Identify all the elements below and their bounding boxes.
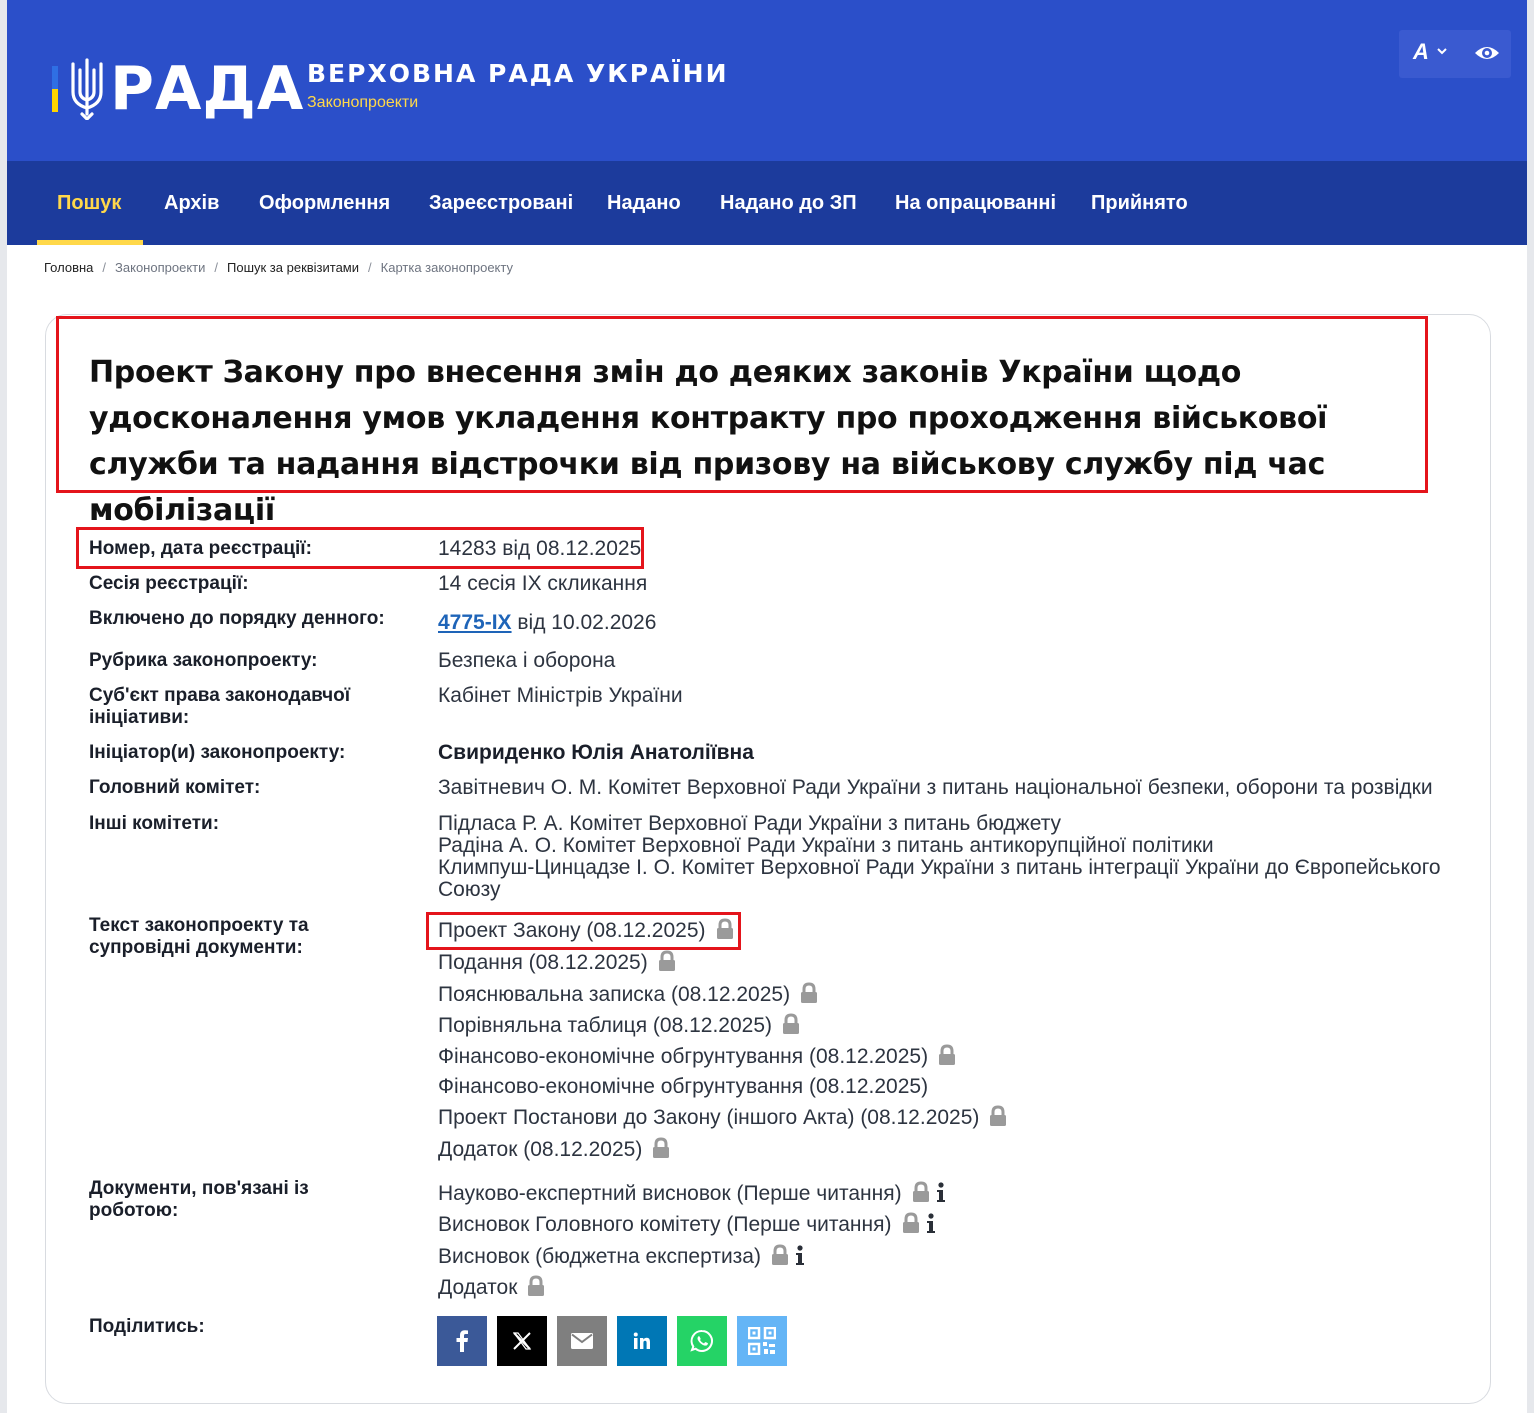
lock-icon: [900, 1212, 922, 1234]
accessibility-tools: [1399, 30, 1511, 78]
page: [7, 0, 1527, 1413]
other-committee-3: Климпуш-Цинцадзе І. О. Комітет Верховної Ради України з питань інтеграції України до Європейського: [438, 856, 1441, 879]
nav-item-registered[interactable]: Зареєстровані: [429, 192, 574, 214]
nav-item-search[interactable]: Пошук: [57, 192, 122, 214]
lock-icon: [650, 1137, 672, 1159]
doc-item-label[interactable]: Проект Постанови до Закону (іншого Акта) (08.12.2025): [438, 1106, 980, 1129]
info-icon[interactable]: [934, 1181, 948, 1203]
agenda-date: від 10.02.2026: [511, 611, 657, 634]
reg-label: Номер, дата реєстрації:: [89, 538, 312, 559]
logo[interactable]: [52, 54, 305, 124]
breadcrumb-home[interactable]: Головна: [44, 260, 94, 275]
breadcrumb-search[interactable]: Пошук за реквізитами: [227, 260, 360, 275]
main-committee-value: Завітневич О. М. Комітет Верховної Ради України з питань національної безпеки, оборони та розвідки: [438, 776, 1433, 799]
x-icon: [512, 1331, 532, 1351]
reg-value: 14283 від 08.12.2025: [438, 537, 642, 560]
qr-share-button[interactable]: [737, 1316, 787, 1366]
doc-item-label[interactable]: Фінансово-економічне обгрунтування (08.12.2025): [438, 1075, 929, 1098]
linkedin-share-button[interactable]: [617, 1316, 667, 1366]
initiator-label: Ініціатор(и) законопроекту:: [89, 742, 346, 763]
main-committee-label: Головний комітет:: [89, 777, 261, 798]
doc-item-label[interactable]: Фінансово-економічне обгрунтування (08.12.2025): [438, 1045, 929, 1068]
other-committee-1: Підласа Р. А. Комітет Верховної Ради України з питань бюджету: [438, 812, 1062, 835]
nav-item-archive[interactable]: Архів: [164, 192, 220, 214]
doc-item[interactable]: [438, 1044, 958, 1068]
x-share-button[interactable]: [497, 1316, 547, 1366]
doc-item[interactable]: [438, 1076, 928, 1098]
lock-icon: [936, 1044, 958, 1066]
nav-item-drafting[interactable]: Оформлення: [259, 192, 391, 214]
chevron-down-icon[interactable]: [1437, 46, 1447, 56]
nav-item-submitted-zp[interactable]: Надано до ЗП: [720, 192, 857, 214]
lock-icon: [910, 1181, 932, 1203]
qr-code-icon: [748, 1327, 776, 1355]
breadcrumb-current: Картка законопроекту: [380, 260, 513, 275]
breadcrumb-bills[interactable]: Законопроекти: [115, 260, 206, 275]
lock-icon: [525, 1275, 547, 1297]
related-item-label[interactable]: Висновок (бюджетна експертиза): [438, 1245, 761, 1268]
doc-item[interactable]: [438, 950, 678, 974]
site-title-main[interactable]: ВЕРХОВНА РАДА УКРАЇНИ: [307, 59, 729, 88]
doc-item[interactable]: [438, 982, 820, 1006]
doc-item[interactable]: [438, 1105, 1009, 1129]
related-item[interactable]: [438, 1244, 807, 1268]
docs-label: Текст законопроекту та супровідні документи:: [89, 915, 309, 958]
doc-item[interactable]: [438, 1137, 672, 1161]
linkedin-icon: [633, 1332, 651, 1350]
doc-item-label[interactable]: Проект Закону (08.12.2025): [438, 919, 706, 942]
doc-item-label[interactable]: Подання (08.12.2025): [438, 951, 648, 974]
doc-item-label[interactable]: Порівняльна таблиця (08.12.2025): [438, 1014, 773, 1037]
other-committees-label: Інші комітети:: [89, 813, 220, 834]
agenda-label: Включено до порядку денного:: [89, 608, 385, 629]
breadcrumb: Головна / Законопроекти / Пошук за реквізитами / Картка законопроекту: [44, 260, 513, 275]
nav-item-submitted[interactable]: Надано: [607, 192, 681, 214]
info-icon[interactable]: [793, 1244, 807, 1266]
lock-icon: [987, 1105, 1009, 1127]
rubric-label: Рубрика законопроекту:: [89, 650, 318, 671]
whatsapp-icon: [690, 1329, 714, 1353]
lock-icon: [656, 950, 678, 972]
flag-icon: [52, 66, 58, 112]
subject-label: Суб'єкт права законодавчої ініціативи:: [89, 685, 351, 728]
site-subtitle[interactable]: Законопроекти: [307, 93, 419, 111]
initiator-value[interactable]: Свириденко Юлія Анатоліївна: [438, 741, 754, 764]
related-item-label[interactable]: Додаток: [438, 1276, 518, 1299]
doc-item[interactable]: [438, 1013, 802, 1037]
rubric-value: Безпека і оборона: [438, 649, 616, 672]
info-icon[interactable]: [924, 1212, 938, 1234]
other-committee-2: Радіна А. О. Комітет Верховної Ради України з питань антикорупційної політики: [438, 834, 1214, 857]
eye-icon[interactable]: [1474, 42, 1500, 64]
email-icon: [571, 1333, 593, 1349]
related-item[interactable]: [438, 1212, 938, 1236]
doc-item[interactable]: [438, 918, 736, 942]
agenda-link[interactable]: 4775-IX: [438, 611, 512, 634]
related-item[interactable]: [438, 1181, 948, 1205]
agenda-value: [438, 612, 656, 634]
bill-title: Проект Закону про внесення змін до деяких законів України щодо удосконалення умов укладення контракту про проходження військової служби та надання відстрочки від призову на військову службу під час мобілізації: [89, 355, 1328, 528]
session-label: Сесія реєстрації:: [89, 573, 249, 594]
subject-value: Кабінет Міністрів України: [438, 684, 683, 707]
trident-icon: [70, 58, 104, 120]
related-item-label[interactable]: Висновок Головного комітету (Перше читання): [438, 1213, 892, 1236]
site-header: [7, 0, 1527, 161]
nav-active-indicator: [37, 240, 143, 245]
facebook-share-button[interactable]: [437, 1316, 487, 1366]
facebook-icon: [455, 1330, 469, 1352]
other-committee-3-cont: Союзу: [438, 878, 501, 901]
nav-item-in-progress[interactable]: На опрацюванні: [895, 192, 1057, 214]
doc-item-label[interactable]: Пояснювальна записка (08.12.2025): [438, 983, 791, 1006]
related-label: Документи, пов'язані із роботою:: [89, 1178, 309, 1221]
session-value: 14 сесія IX скликання: [438, 572, 648, 595]
logo-word: РАДА: [110, 54, 305, 124]
whatsapp-share-button[interactable]: [677, 1316, 727, 1366]
related-item[interactable]: [438, 1275, 547, 1299]
lock-icon: [769, 1244, 791, 1266]
lock-icon: [798, 982, 820, 1004]
lock-icon: [780, 1013, 802, 1035]
share-label: Поділитись:: [89, 1316, 205, 1337]
email-share-button[interactable]: [557, 1316, 607, 1366]
font-size-button[interactable]: A: [1413, 39, 1429, 64]
doc-item-label[interactable]: Додаток (08.12.2025): [438, 1138, 643, 1161]
main-nav: [7, 161, 1527, 245]
nav-item-adopted[interactable]: Прийнято: [1091, 192, 1188, 214]
lock-icon: [714, 918, 736, 940]
related-item-label[interactable]: Науково-експертний висновок (Перше читання): [438, 1182, 902, 1205]
site-title: [307, 60, 729, 112]
